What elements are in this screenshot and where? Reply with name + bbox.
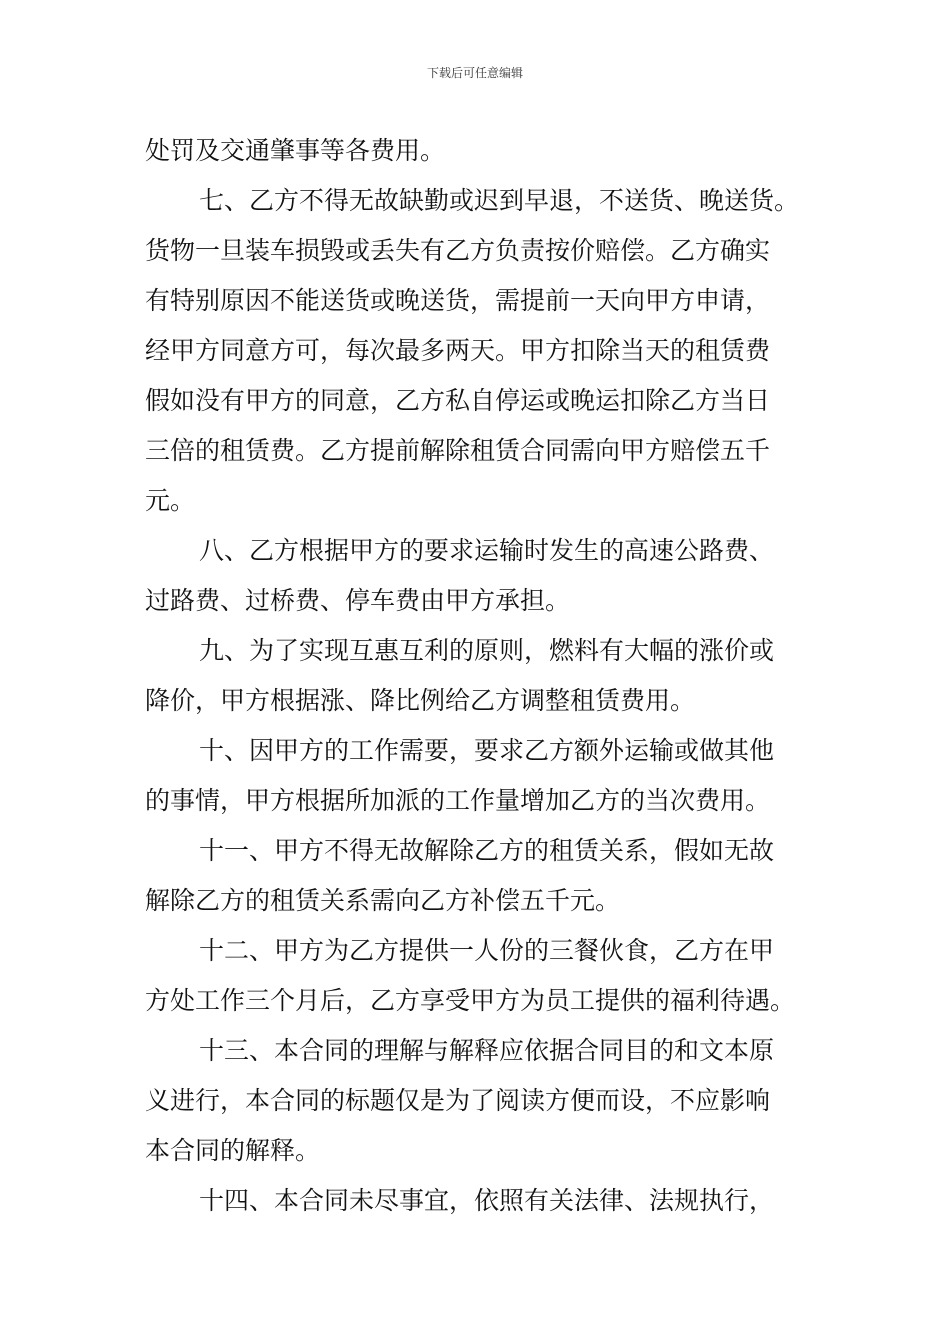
- paragraph: [145, 126, 813, 176]
- text-line: 元。: [145, 486, 196, 515]
- text-line: 经甲方同意方可，每次最多两天。甲方扣除当天的租赁费: [145, 336, 771, 365]
- text-line: 降价，甲方根据涨、降比例给乙方调整租赁费用。: [145, 686, 696, 715]
- paragraph: [145, 1176, 813, 1226]
- text-line: 十三、本合同的理解与解释应依据合同目的和文本原: [199, 1036, 775, 1065]
- paragraph: [145, 826, 813, 926]
- text-line: 的事情，甲方根据所加派的工作量增加乙方的当次费用。: [145, 786, 771, 815]
- text-line: 七、乙方不得无故缺勤或迟到早退，不送货、晚送货。: [199, 186, 800, 215]
- text-line: 有特别原因不能送货或晚送货，需提前一天向甲方申请，: [145, 286, 771, 315]
- document-body: [145, 126, 813, 1226]
- paragraph: [145, 1026, 813, 1176]
- text-line: 八、乙方根据甲方的要求运输时发生的高速公路费、: [199, 536, 775, 565]
- text-line: 方处工作三个月后，乙方享受甲方为员工提供的福利待遇。: [145, 986, 796, 1015]
- paragraph: [145, 726, 813, 826]
- text-line: 义进行，本合同的标题仅是为了阅读方便而设，不应影响: [145, 1086, 771, 1115]
- text-line: 假如没有甲方的同意，乙方私自停运或晚运扣除乙方当日: [145, 386, 771, 415]
- text-line: 三倍的租赁费。乙方提前解除租赁合同需向甲方赔偿五千: [145, 436, 771, 465]
- text-line: 九、为了实现互惠互利的原则，燃料有大幅的涨价或: [199, 636, 775, 665]
- paragraph: [145, 176, 813, 526]
- text-line: 十四、本合同未尽事宜，依照有关法律、法规执行，: [199, 1186, 775, 1215]
- paragraph: [145, 526, 813, 626]
- text-line: 本合同的解释。: [145, 1136, 321, 1165]
- text-line: 货物一旦装车损毁或丢失有乙方负责按价赔偿。乙方确实: [145, 236, 771, 265]
- text-line: 过路费、过桥费、停车费由甲方承担。: [145, 586, 571, 615]
- page-header: 下载后可任意编辑: [426, 66, 523, 80]
- paragraph: [145, 926, 813, 1026]
- text-line: 解除乙方的租赁关系需向乙方补偿五千元。: [145, 886, 621, 915]
- text-line: 十一、甲方不得无故解除乙方的租赁关系，假如无故: [199, 836, 775, 865]
- text-line: 十、因甲方的工作需要，要求乙方额外运输或做其他: [199, 736, 775, 765]
- paragraph: [145, 626, 813, 726]
- text-line: 十二、甲方为乙方提供一人份的三餐伙食，乙方在甲: [199, 936, 775, 965]
- text-line: 处罚及交通肇事等各费用。: [145, 136, 446, 165]
